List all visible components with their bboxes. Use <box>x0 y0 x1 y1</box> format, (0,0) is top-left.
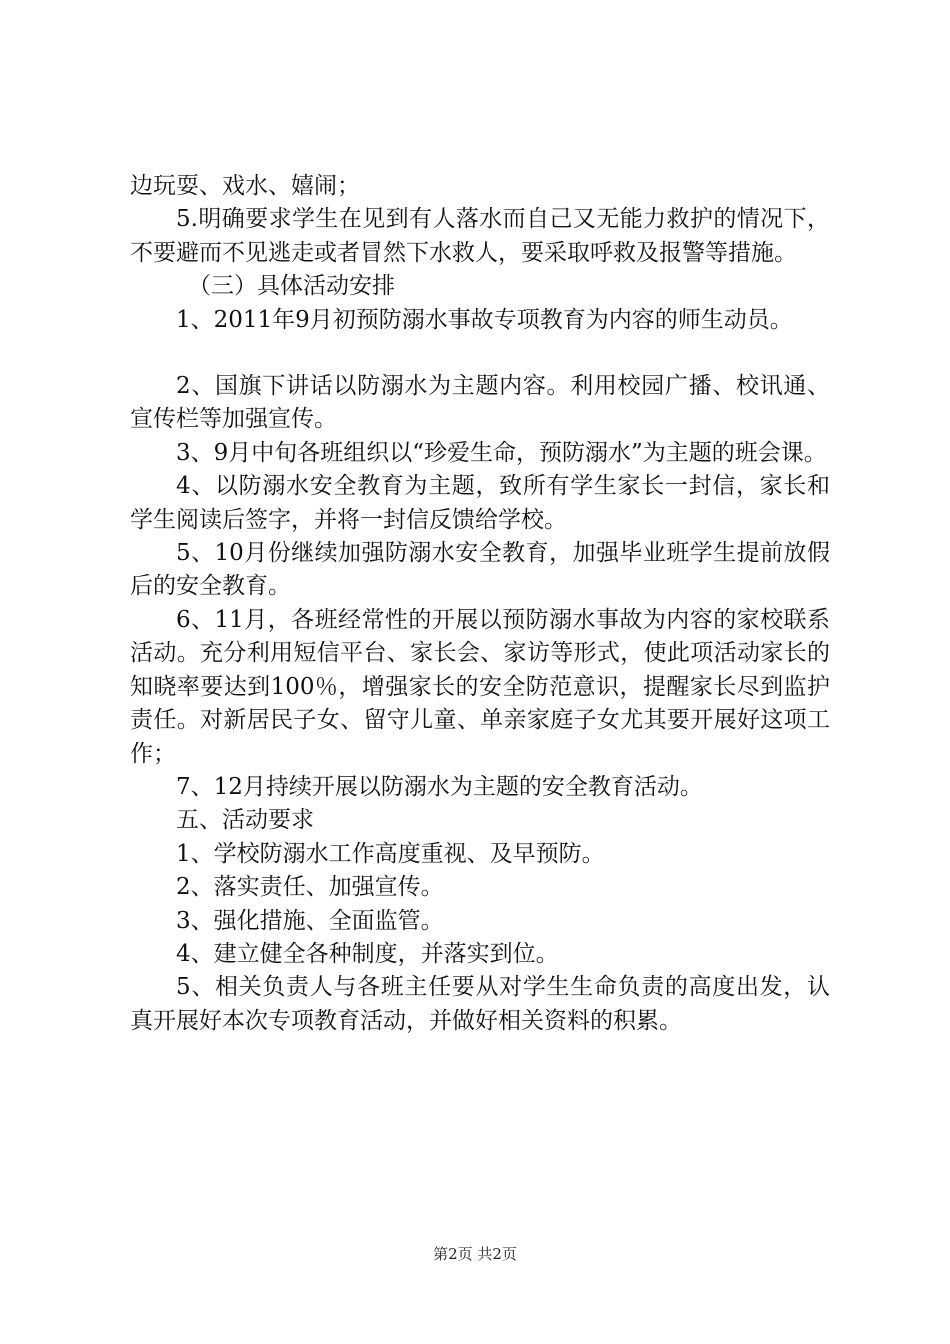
blank-line <box>130 337 830 370</box>
paragraph-requirement-5: 5、相关负责人与各班主任要从对学生生命负责的高度出发，认真开展好本次专项教育活动，并做好相关资料的积累。 <box>130 974 830 1034</box>
paragraph-requirement-1: 1、学校防溺水工作高度重视、及早预防。 <box>176 840 605 867</box>
paragraph-schedule-2: 2、国旗下讲话以防溺水为主题内容。利用校园广播、校讯通、宣传栏等加强宣传。 <box>130 373 830 433</box>
paragraph-requirement-2: 2、落实责任、加强宣传。 <box>176 874 444 901</box>
section-heading-activity-schedule: （三）具体活动安排 <box>188 273 395 300</box>
paragraph-schedule-5: 5、10月份继续加强防溺水安全教育，加强毕业班学生提前放假后的安全教育。 <box>130 540 830 600</box>
paragraph-schedule-3: 3、9月中旬各班组织以“珍爱生命，预防溺水”为主题的班会课。 <box>176 439 827 466</box>
paragraph-schedule-1: 1、2011年9月初预防溺水事故专项教育为内容的师生动员。 <box>176 306 793 333</box>
section-heading-requirements: 五、活动要求 <box>176 807 314 834</box>
paragraph-requirement-4: 4、建立健全各种制度，并落实到位。 <box>176 940 559 967</box>
page-footer: 第2页 共2页 <box>433 1245 517 1263</box>
paragraph-continuation: 边玩耍、戏水、嬉闹； <box>130 173 360 199</box>
document-body <box>130 170 830 1038</box>
paragraph-requirement-3: 3、强化措施、全面监管。 <box>176 907 444 934</box>
paragraph-schedule-4: 4、以防溺水安全教育为主题，致所有学生家长一封信，家长和学生阅读后签字，并将一封信反馈给学校。 <box>130 473 830 533</box>
paragraph-schedule-7: 7、12月持续开展以防溺水为主题的安全教育活动。 <box>176 773 703 800</box>
paragraph-schedule-6: 6、11月，各班经常性的开展以预防溺水事故为内容的家校联系活动。充分利用短信平台、家长会、家访等形式，使此项活动家长的知晓率要达到100％，增强家长的安全防范意识，提醒家长尽到监护责任。对新居民子女、留守儿童、单亲家庭子女尤其要开展好这项工作； <box>130 606 830 767</box>
paragraph-rescue-rule: 5.明确要求学生在见到有人落水而自己又无能力救护的情况下，不要避而不见逃走或者冒然下水救人，要采取呼救及报警等措施。 <box>130 206 830 266</box>
